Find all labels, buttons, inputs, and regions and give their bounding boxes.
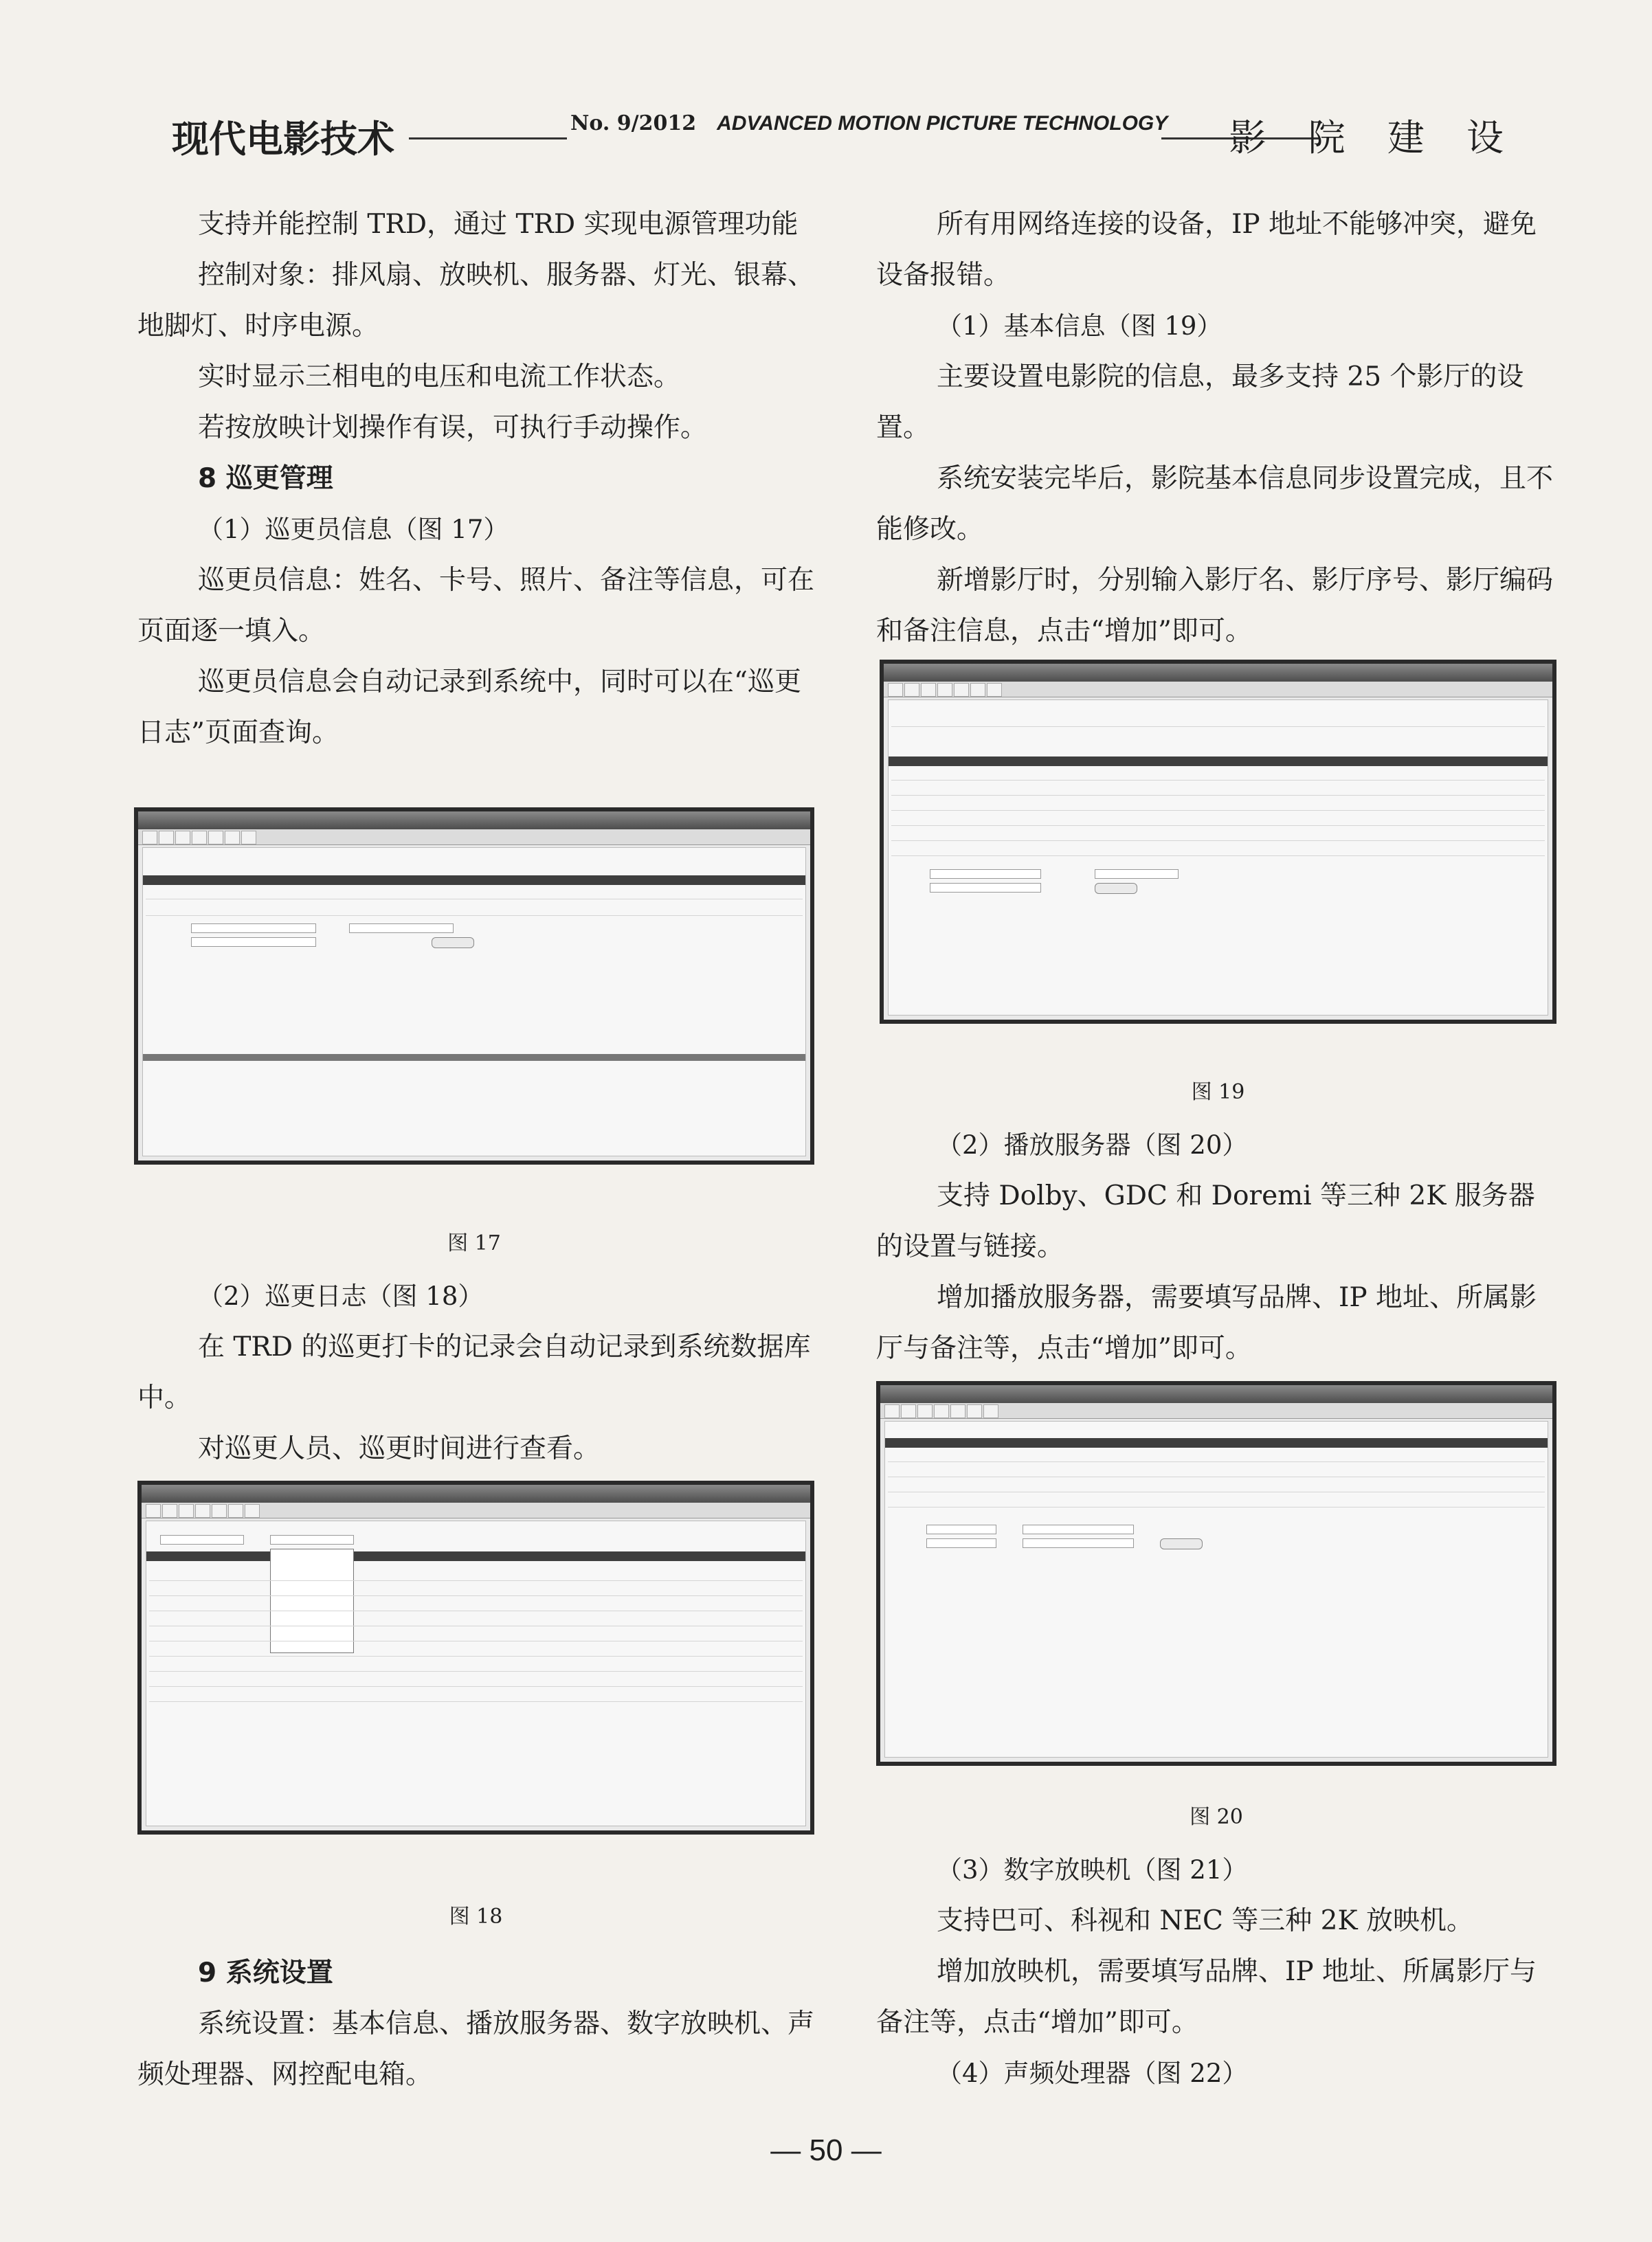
section-heading: 8 巡更管理 — [198, 463, 333, 494]
paragraph: 控制对象：排风扇、放映机、服务器、灯光、银幕、地脚灯、时序电源。 — [137, 260, 815, 341]
figure-19-screenshot — [880, 660, 1556, 1024]
left-column-bottom — [137, 1948, 814, 2100]
paragraph: 新增影厅时，分别输入影厅名、影厅序号、影厅编码和备注信息，点击“增加”即可。 — [876, 565, 1554, 647]
right-column-bottom — [876, 1845, 1553, 2099]
journal-title-cn: 现代电影技术 — [172, 117, 394, 161]
running-header — [172, 103, 1519, 161]
paragraph: 对巡更人员、巡更时间进行查看。 — [198, 1433, 601, 1464]
paragraph: 巡更员信息：姓名、卡号、照片、备注等信息，可在页面逐一填入。 — [137, 565, 815, 647]
paragraph: 在 TRD 的巡更打卡的记录会自动记录到系统数据库中。 — [137, 1332, 811, 1413]
app-titlebar — [884, 664, 1552, 682]
figure-caption: 图 17 — [447, 1231, 501, 1255]
app-tabs — [880, 1403, 1552, 1419]
app-titlebar — [142, 1485, 810, 1503]
section-heading: 9 系统设置 — [198, 1958, 333, 1988]
paragraph: 巡更员信息会自动记录到系统中，同时可以在“巡更日志”页面查询。 — [137, 666, 801, 748]
paragraph: 若按放映计划操作有误，可执行手动操作。 — [198, 412, 708, 443]
subsection-heading: （3）数字放映机（图 21） — [937, 1855, 1248, 1885]
figure-caption: 图 20 — [1190, 1805, 1243, 1829]
app-tabs — [884, 682, 1552, 697]
paragraph: 支持 Dolby、GDC 和 Doremi 等三种 2K 服务器的设置与链接。 — [876, 1180, 1535, 1262]
subsection-heading: （4）声频处理器（图 22） — [937, 2059, 1248, 2088]
issue-number: No. 9/2012 — [570, 111, 697, 135]
paragraph: 系统安装完毕后，影院基本信息同步设置完成，且不能修改。 — [876, 463, 1554, 545]
paragraph: 支持巴可、科视和 NEC 等三种 2K 放映机。 — [937, 1905, 1473, 1936]
page-number: — 50 — — [770, 2133, 882, 2167]
app-tabs — [142, 1503, 810, 1518]
app-titlebar — [138, 811, 810, 829]
left-column-mid — [137, 1271, 814, 1475]
figure-18-screenshot — [137, 1481, 814, 1835]
header-rule-left — [409, 137, 567, 139]
journal-issue — [570, 111, 1168, 135]
subsection-heading: （2）播放服务器（图 20） — [937, 1130, 1248, 1160]
paragraph: 增加放映机，需要填写品牌、IP 地址、所属影厅与备注等，点击“增加”即可。 — [876, 1956, 1537, 2038]
paragraph: 实时显示三相电的电压和电流工作状态。 — [198, 361, 681, 392]
left-column-top — [137, 199, 814, 759]
figure-17-screenshot — [134, 807, 814, 1165]
subsection-heading: （1）基本信息（图 19） — [937, 311, 1223, 341]
paragraph: 主要设置电影院的信息，最多支持 25 个影厅的设置。 — [876, 361, 1524, 443]
figure-caption: 图 18 — [449, 1905, 503, 1929]
app-tabs — [138, 829, 810, 845]
journal-title-en: ADVANCED MOTION PICTURE TECHNOLOGY — [717, 112, 1168, 135]
figure-20-screenshot — [876, 1381, 1556, 1766]
app-titlebar — [880, 1385, 1552, 1403]
column-title: 影 院 建 设 — [1229, 116, 1519, 159]
figure-caption: 图 19 — [1191, 1080, 1245, 1104]
paragraph: 支持并能控制 TRD，通过 TRD 实现电源管理功能 — [198, 209, 799, 240]
paragraph: 所有用网络连接的设备，IP 地址不能够冲突，避免设备报错。 — [876, 209, 1537, 291]
right-column-mid — [876, 1120, 1553, 1374]
paragraph: 增加播放服务器，需要填写品牌、IP 地址、所属影厅与备注等，点击“增加”即可。 — [876, 1282, 1537, 1364]
subsection-heading: （2）巡更日志（图 18） — [198, 1281, 484, 1311]
right-column-top — [876, 199, 1553, 657]
subsection-heading: （1）巡更员信息（图 17） — [198, 515, 509, 544]
paragraph: 系统设置：基本信息、播放服务器、数字放映机、声频处理器、网控配电箱。 — [137, 2008, 815, 2090]
